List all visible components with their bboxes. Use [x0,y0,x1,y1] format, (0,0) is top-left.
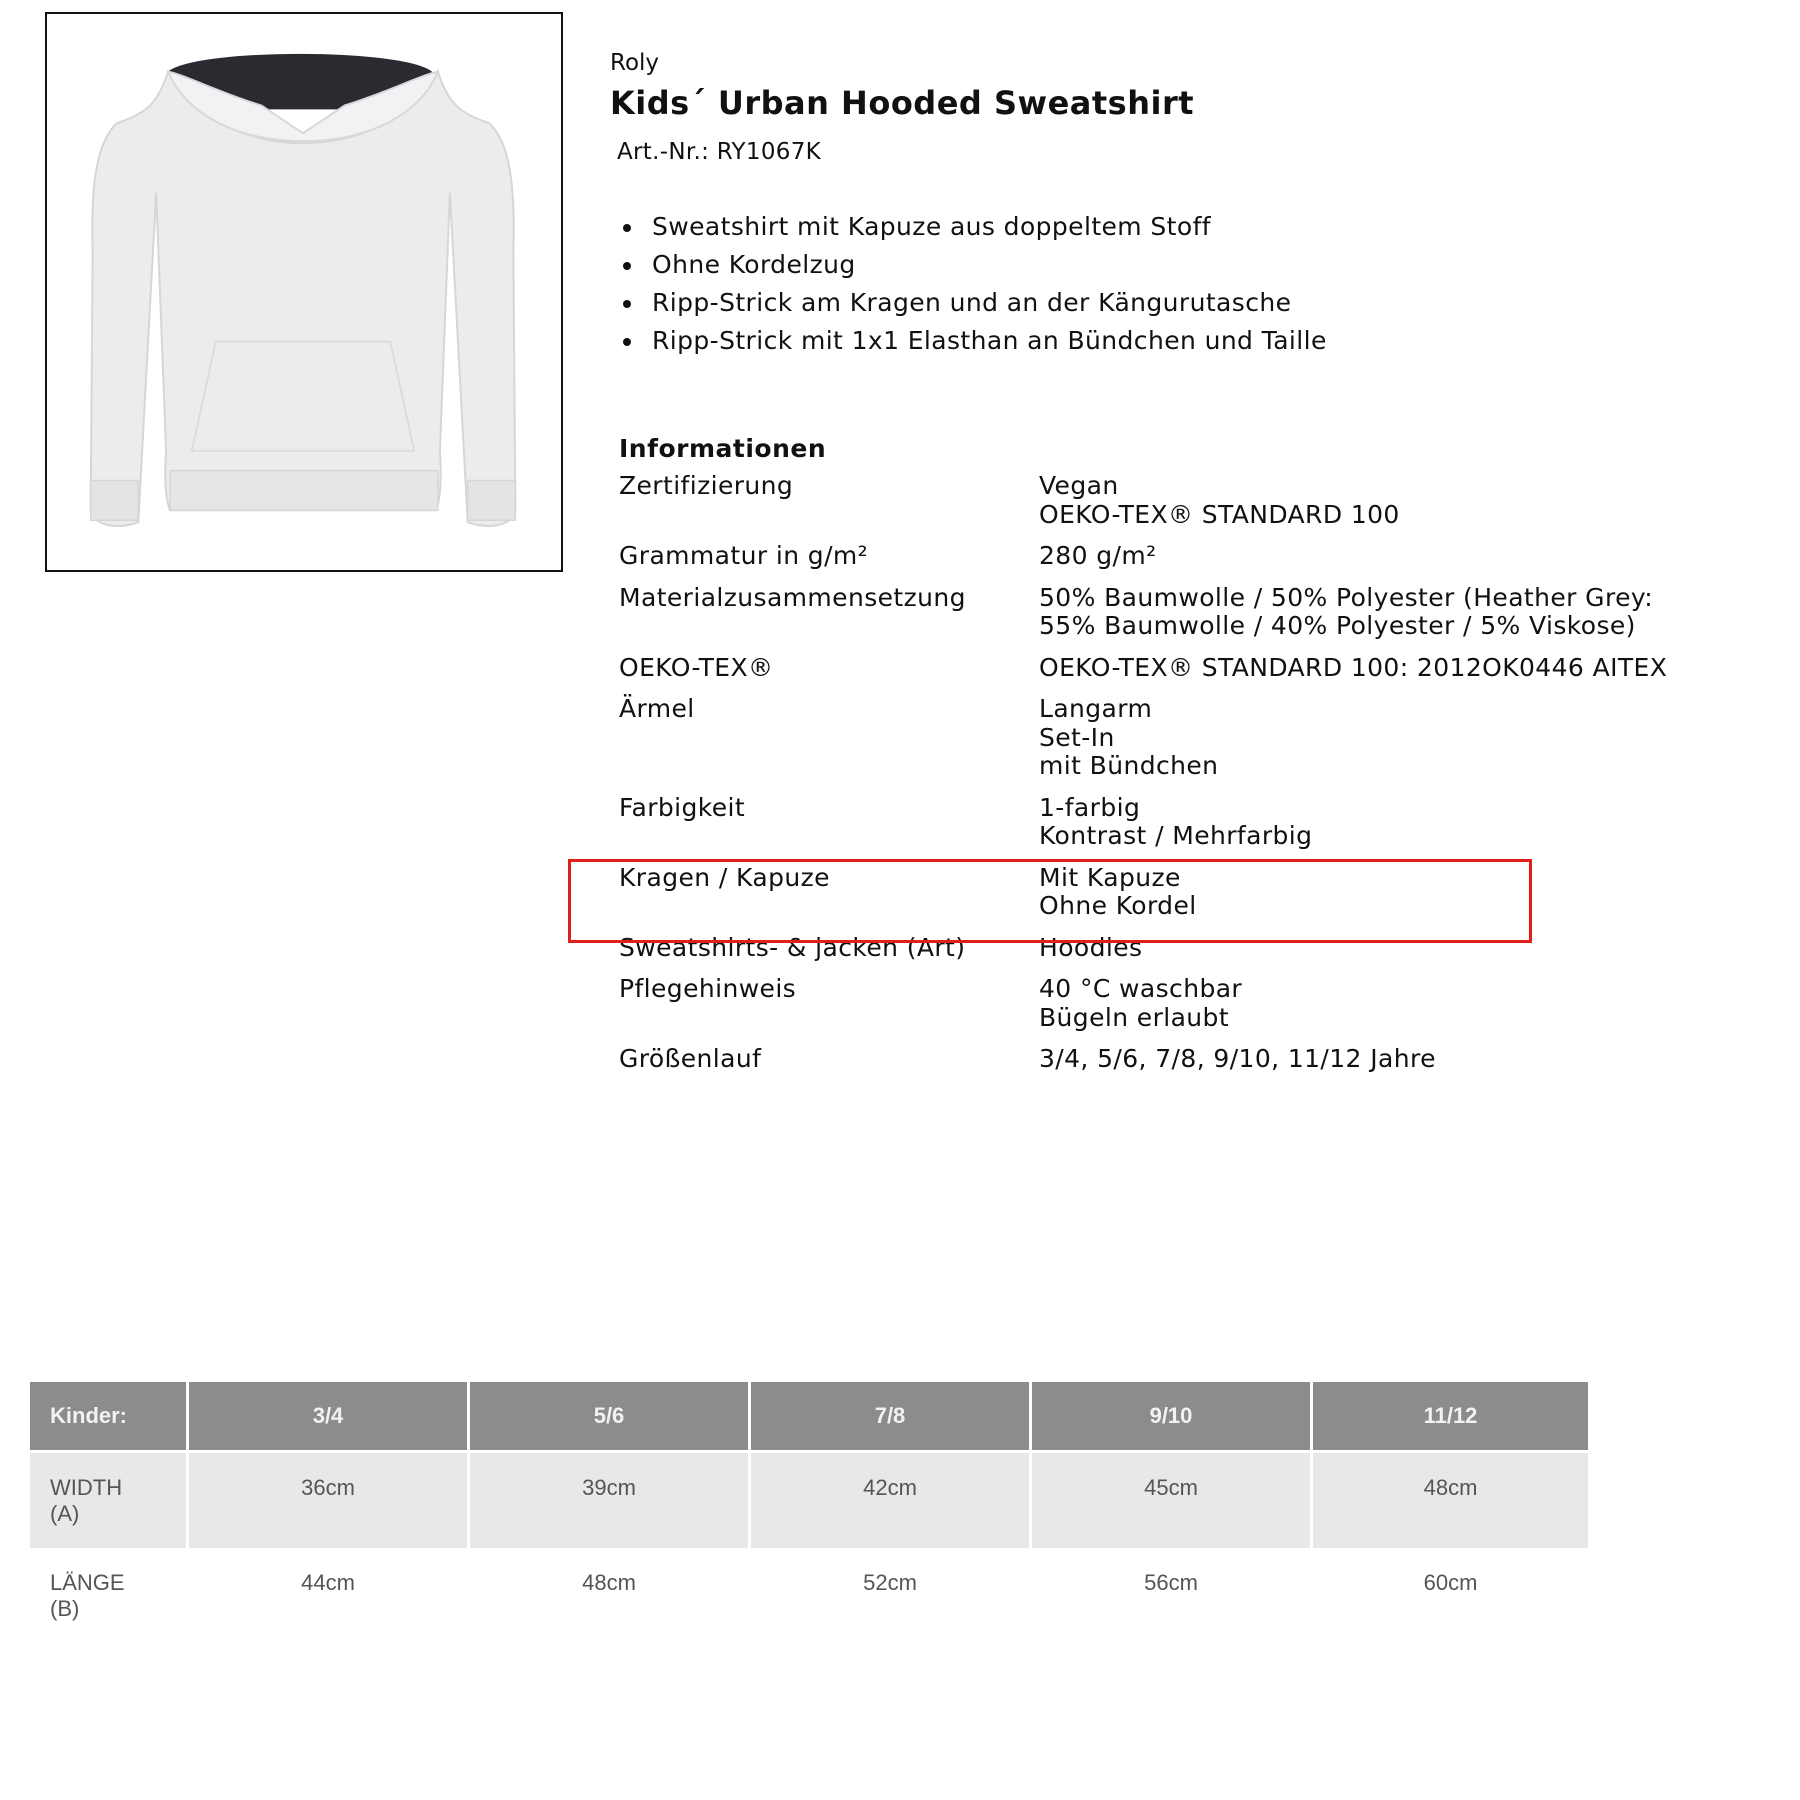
info-label: Pflegehinweis [619,974,797,1003]
info-value: 280 g/m² [1039,541,1157,570]
size-chart-cell: 44cm [189,1548,470,1643]
size-chart-header: 9/10 [1032,1382,1313,1450]
feature-item: Ripp-Strick am Kragen und an der Kängurutasche [620,284,1327,322]
info-value: Langarm Set-In mit Bündchen [1039,694,1219,780]
info-row [619,975,1667,1032]
feature-item: Ohne Kordelzug [620,246,1327,284]
info-value: 50% Baumwolle / 50% Polyester (Heather Grey: 55% Baumwolle / 40% Polyester / 5% Viskose) [1039,582,1654,640]
size-chart-cell: 36cm [189,1450,470,1548]
feature-item: Sweatshirt mit Kapuze aus doppeltem Stoff [620,208,1327,246]
info-label: Grammatur in g/m² [619,541,869,570]
size-chart-header: 11/12 [1313,1382,1591,1450]
size-chart-row [30,1450,1591,1548]
feature-list [620,208,1327,360]
info-label: OEKO-TEX® [619,652,774,682]
info-label: Kragen / Kapuze [619,862,830,892]
product-image [45,12,563,572]
size-chart-cell: 42cm [751,1450,1032,1548]
info-label: Größenlauf [619,1044,762,1073]
feature-item: Ripp-Strick mit 1x1 Elasthan an Bündchen und Taille [620,322,1327,360]
size-chart-cell: 48cm [470,1548,751,1643]
info-row [619,654,1667,683]
size-chart-header-row [30,1382,1591,1450]
size-chart-row-label: LÄNGE (B) [30,1548,189,1643]
article-number: Art.-Nr.: RY1067K [617,139,822,165]
info-value: Mit Kapuze Ohne Kordel [1039,862,1197,920]
info-value: 1-farbig Kontrast / Mehrfarbig [1039,792,1313,850]
info-value: Hoodies [1039,932,1143,962]
info-value: OEKO-TEX® STANDARD 100: 2012OK0446 AITEX [1039,652,1668,682]
info-row [619,695,1667,781]
size-chart-header: Kinder: [30,1382,189,1450]
info-row [619,794,1667,851]
info-label: Zertifizierung [619,471,794,500]
info-row [619,472,1667,529]
info-value: 3/4, 5/6, 7/8, 9/10, 11/12 Jahre [1039,1044,1436,1073]
highlight-box [568,859,1532,943]
size-chart-cell: 60cm [1313,1548,1591,1643]
info-label: Sweatshirts- & jacken (Art) [619,932,966,962]
info-heading: Informationen [619,434,827,463]
info-label: Materialzusammensetzung [619,582,966,612]
info-row [619,1045,1667,1074]
size-chart-table [30,1382,1591,1643]
brand-name: Roly [610,50,660,76]
size-chart-row-label: WIDTH (A) [30,1450,189,1548]
info-row [619,542,1667,571]
size-chart-header: 5/6 [470,1382,751,1450]
size-chart-header: 7/8 [751,1382,1032,1450]
size-chart-cell: 39cm [470,1450,751,1548]
info-value: 40 °C waschbar Bügeln erlaubt [1039,974,1243,1032]
info-label: Farbigkeit [619,792,746,822]
info-row [619,584,1667,641]
size-chart-cell: 45cm [1032,1450,1313,1548]
product-title: Kids´ Urban Hooded Sweatshirt [610,84,1195,122]
info-label: Ärmel [619,694,695,723]
size-chart-row [30,1548,1591,1643]
size-chart-cell: 48cm [1313,1450,1591,1548]
size-chart-header: 3/4 [189,1382,470,1450]
size-chart-cell: 52cm [751,1548,1032,1643]
info-table [619,472,1667,1087]
size-chart-cell: 56cm [1032,1548,1313,1643]
hoodie-image [47,14,561,570]
info-value: Vegan OEKO-TEX® STANDARD 100 [1039,471,1400,529]
